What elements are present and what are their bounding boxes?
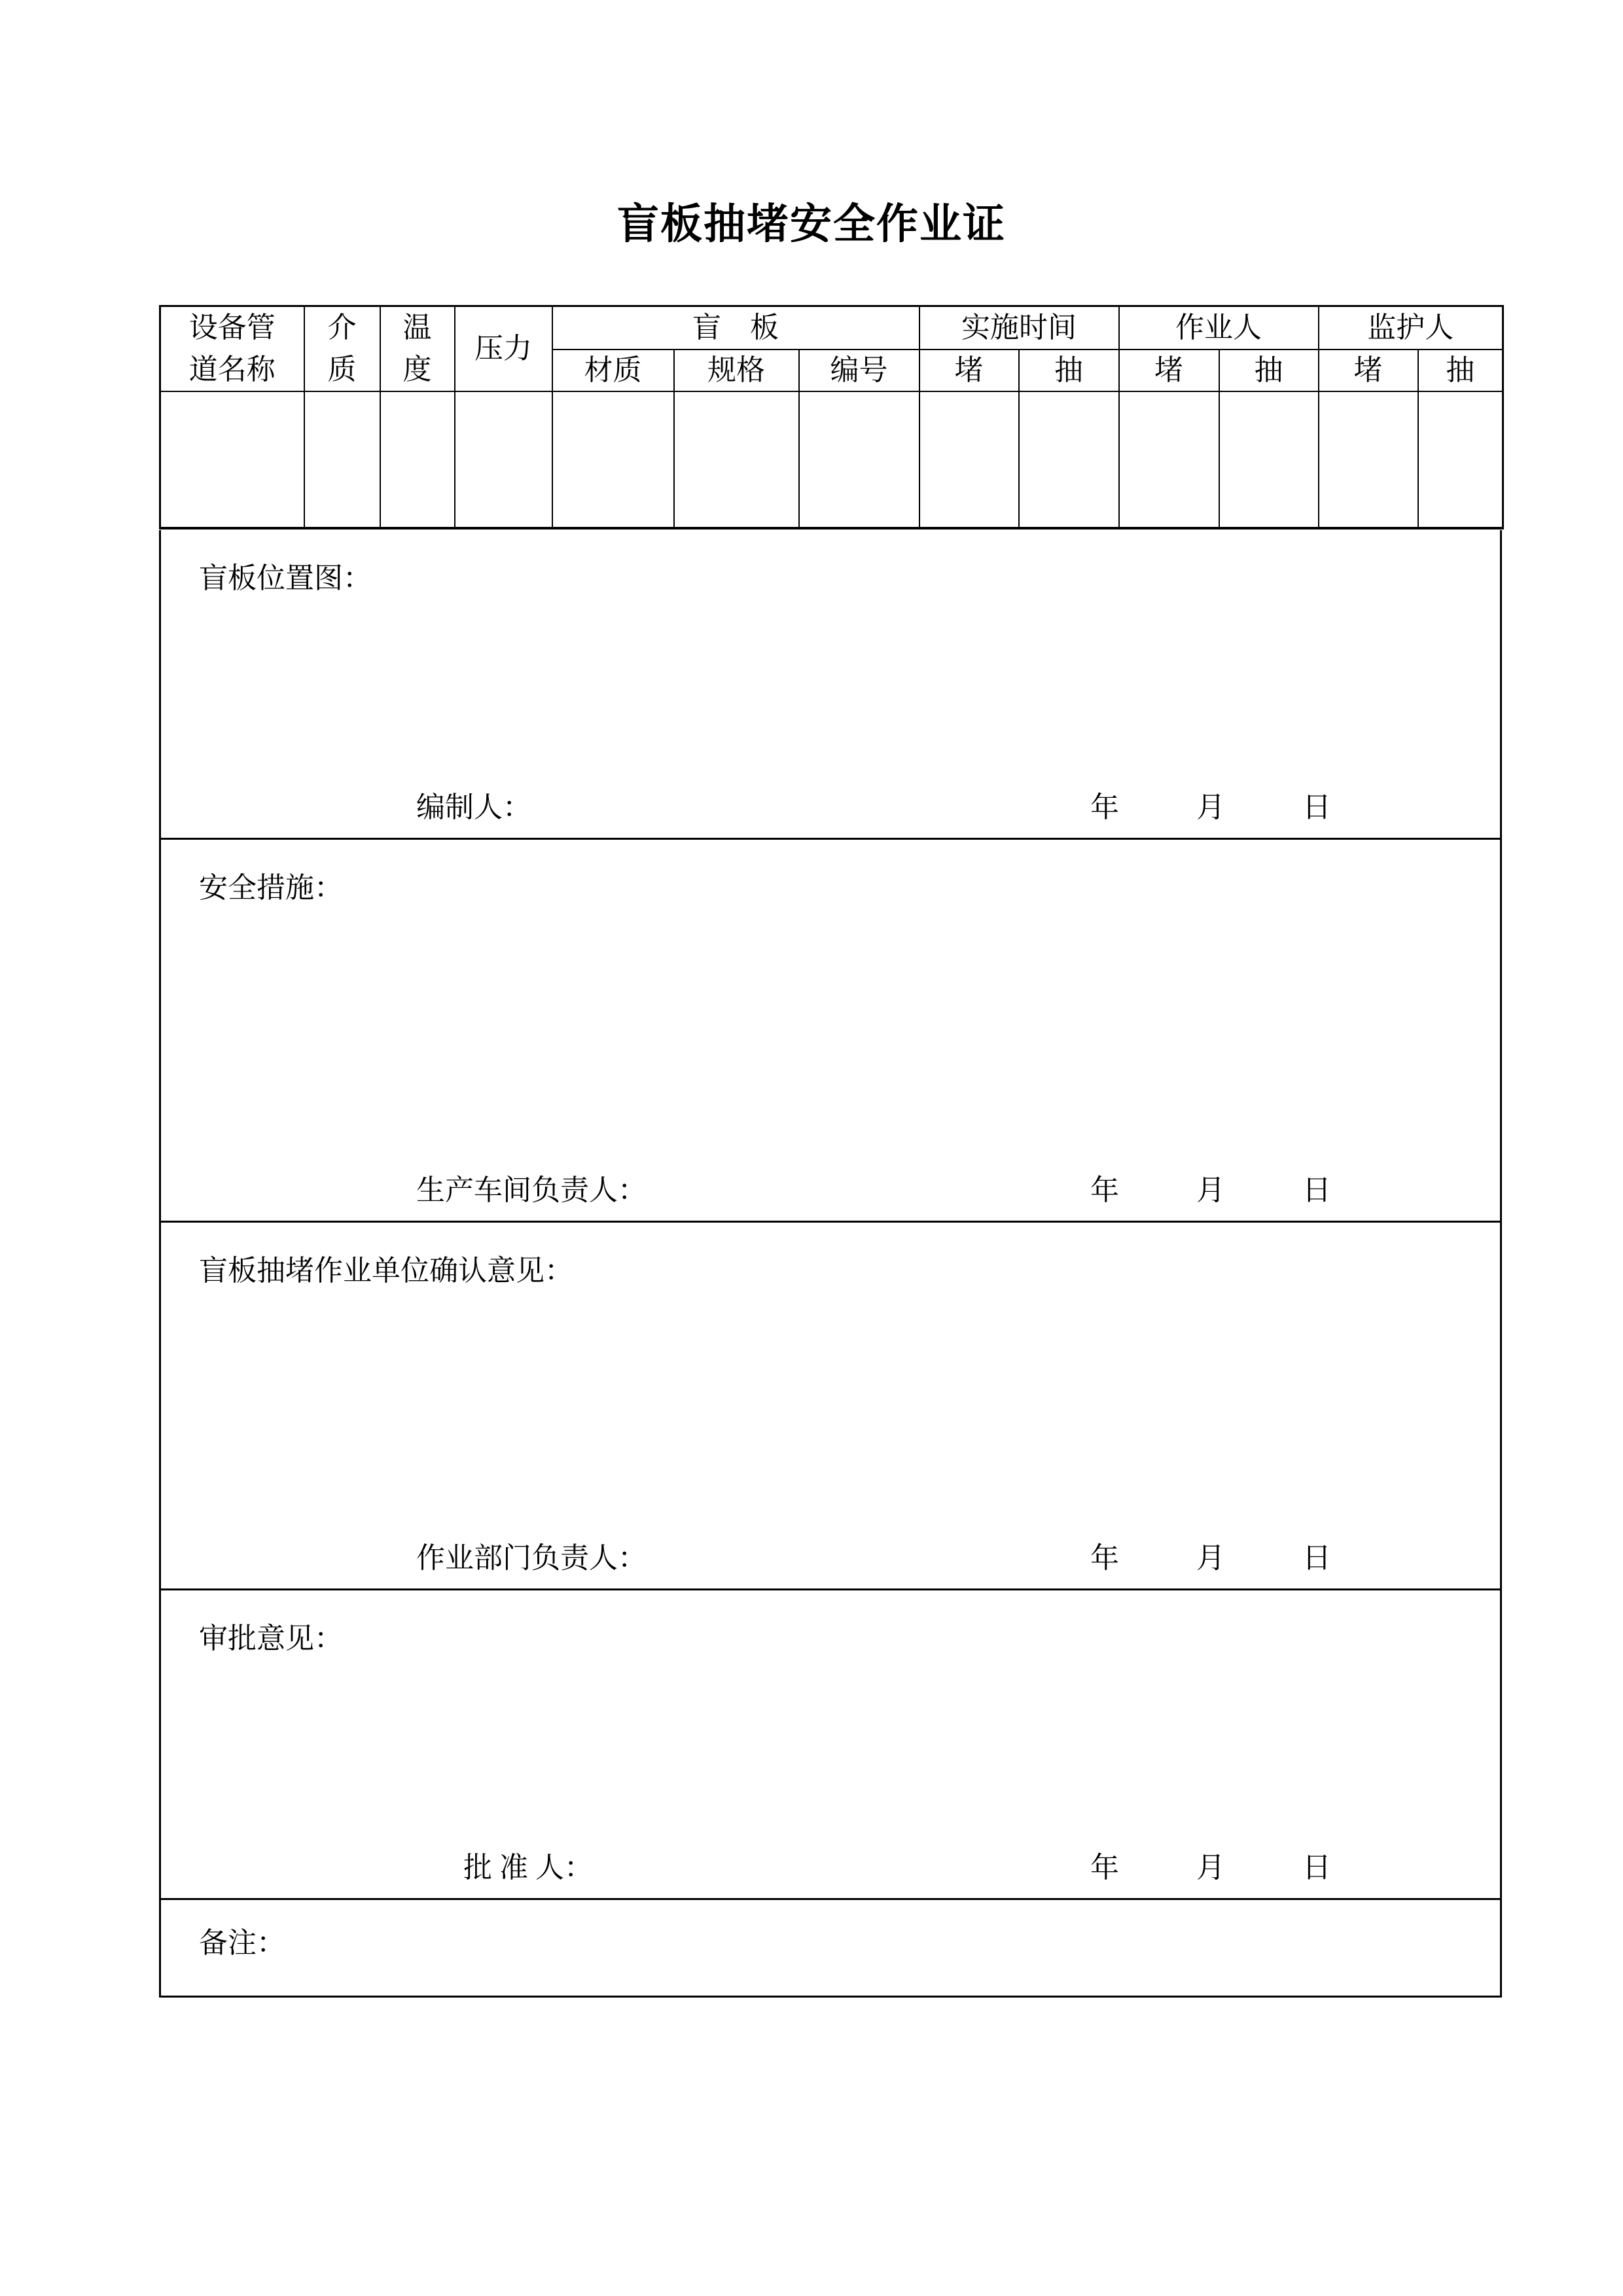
section-approval-opinion [161,1590,1500,1900]
header-material: 材质 [552,350,674,391]
header-temperature-line1: 温 [402,312,432,344]
date-day-label: 日 [1302,1542,1331,1574]
cell-guardian-plug [1319,391,1418,528]
cell-spec [674,391,799,528]
date-placeholders [1090,793,1331,822]
header-temperature [380,306,455,391]
header-guardian-group: 监护人 [1319,306,1503,350]
signature-line-work-dept-manager [161,1544,1500,1574]
cell-medium [304,391,380,528]
signer-label-work-dept-manager: 作业部门负责人： [416,1542,647,1574]
header-impl-plug: 堵 [919,350,1019,391]
header-medium-line2: 质 [327,353,357,386]
cell-operator-pull [1219,391,1319,528]
form-sections [159,530,1502,1998]
header-medium [304,306,380,391]
date-placeholders [1090,1854,1331,1882]
date-month-label: 月 [1196,1174,1225,1206]
signer-label-preparer: 编制人： [416,791,531,823]
date-year-label: 年 [1090,1852,1119,1884]
cell-material [552,391,674,528]
header-blind-plate-group: 盲 板 [552,306,919,350]
header-pressure: 压力 [455,306,552,391]
date-placeholders [1090,1176,1331,1205]
blind-plate-info-table [159,305,1504,529]
header-impl-time-group: 实施时间 [919,306,1119,350]
date-year-label: 年 [1090,791,1119,823]
section-label-safety-measures: 安全措施： [199,872,343,904]
section-blind-plate-diagram [161,530,1500,840]
section-label-blind-plate-diagram: 盲板位置图： [199,562,372,594]
section-label-approval-opinion: 审批意见： [199,1623,343,1655]
signer-label-approver: 批 准 人： [463,1852,593,1884]
header-impl-pull: 抽 [1019,350,1119,391]
date-day-label: 日 [1302,1174,1331,1206]
header-temperature-line2: 度 [402,353,432,386]
section-label-work-unit-confirmation: 盲板抽堵作业单位确认意见： [199,1255,573,1287]
header-guardian-plug: 堵 [1319,350,1418,391]
date-day-label: 日 [1302,1852,1331,1884]
header-operator-pull: 抽 [1219,350,1319,391]
cell-number [799,391,919,528]
date-day-label: 日 [1302,791,1331,823]
signature-line-approver [161,1854,1500,1884]
date-month-label: 月 [1196,1542,1225,1574]
header-guardian-pull: 抽 [1418,350,1503,391]
date-year-label: 年 [1090,1542,1119,1574]
cell-impl-pull [1019,391,1119,528]
date-year-label: 年 [1090,1174,1119,1206]
section-remarks [161,1900,1500,1998]
header-device-line2: 道名称 [188,353,276,386]
page-title: 盲板抽堵安全作业证 [617,200,1006,247]
signature-line-workshop-manager [161,1176,1500,1206]
cell-impl-plug [919,391,1019,528]
header-spec: 规格 [674,350,799,391]
signature-line-preparer [161,793,1500,823]
cell-temperature [380,391,455,528]
header-device-line1: 设备管 [188,312,276,344]
header-device-pipe-name [160,306,304,391]
section-work-unit-confirmation [161,1223,1500,1590]
signer-label-workshop-manager: 生产车间负责人： [416,1174,647,1206]
cell-operator-plug [1119,391,1219,528]
header-operator-group: 作业人 [1119,306,1319,350]
header-number: 编号 [799,350,919,391]
section-label-remarks: 备注： [199,1927,285,1959]
section-safety-measures [161,840,1500,1223]
date-placeholders [1090,1544,1331,1573]
date-month-label: 月 [1196,1852,1225,1884]
table-row [160,391,1503,528]
cell-device-pipe-name [160,391,304,528]
header-operator-plug: 堵 [1119,350,1219,391]
date-month-label: 月 [1196,791,1225,823]
header-medium-line1: 介 [327,312,357,344]
cell-pressure [455,391,552,528]
cell-guardian-pull [1418,391,1503,528]
